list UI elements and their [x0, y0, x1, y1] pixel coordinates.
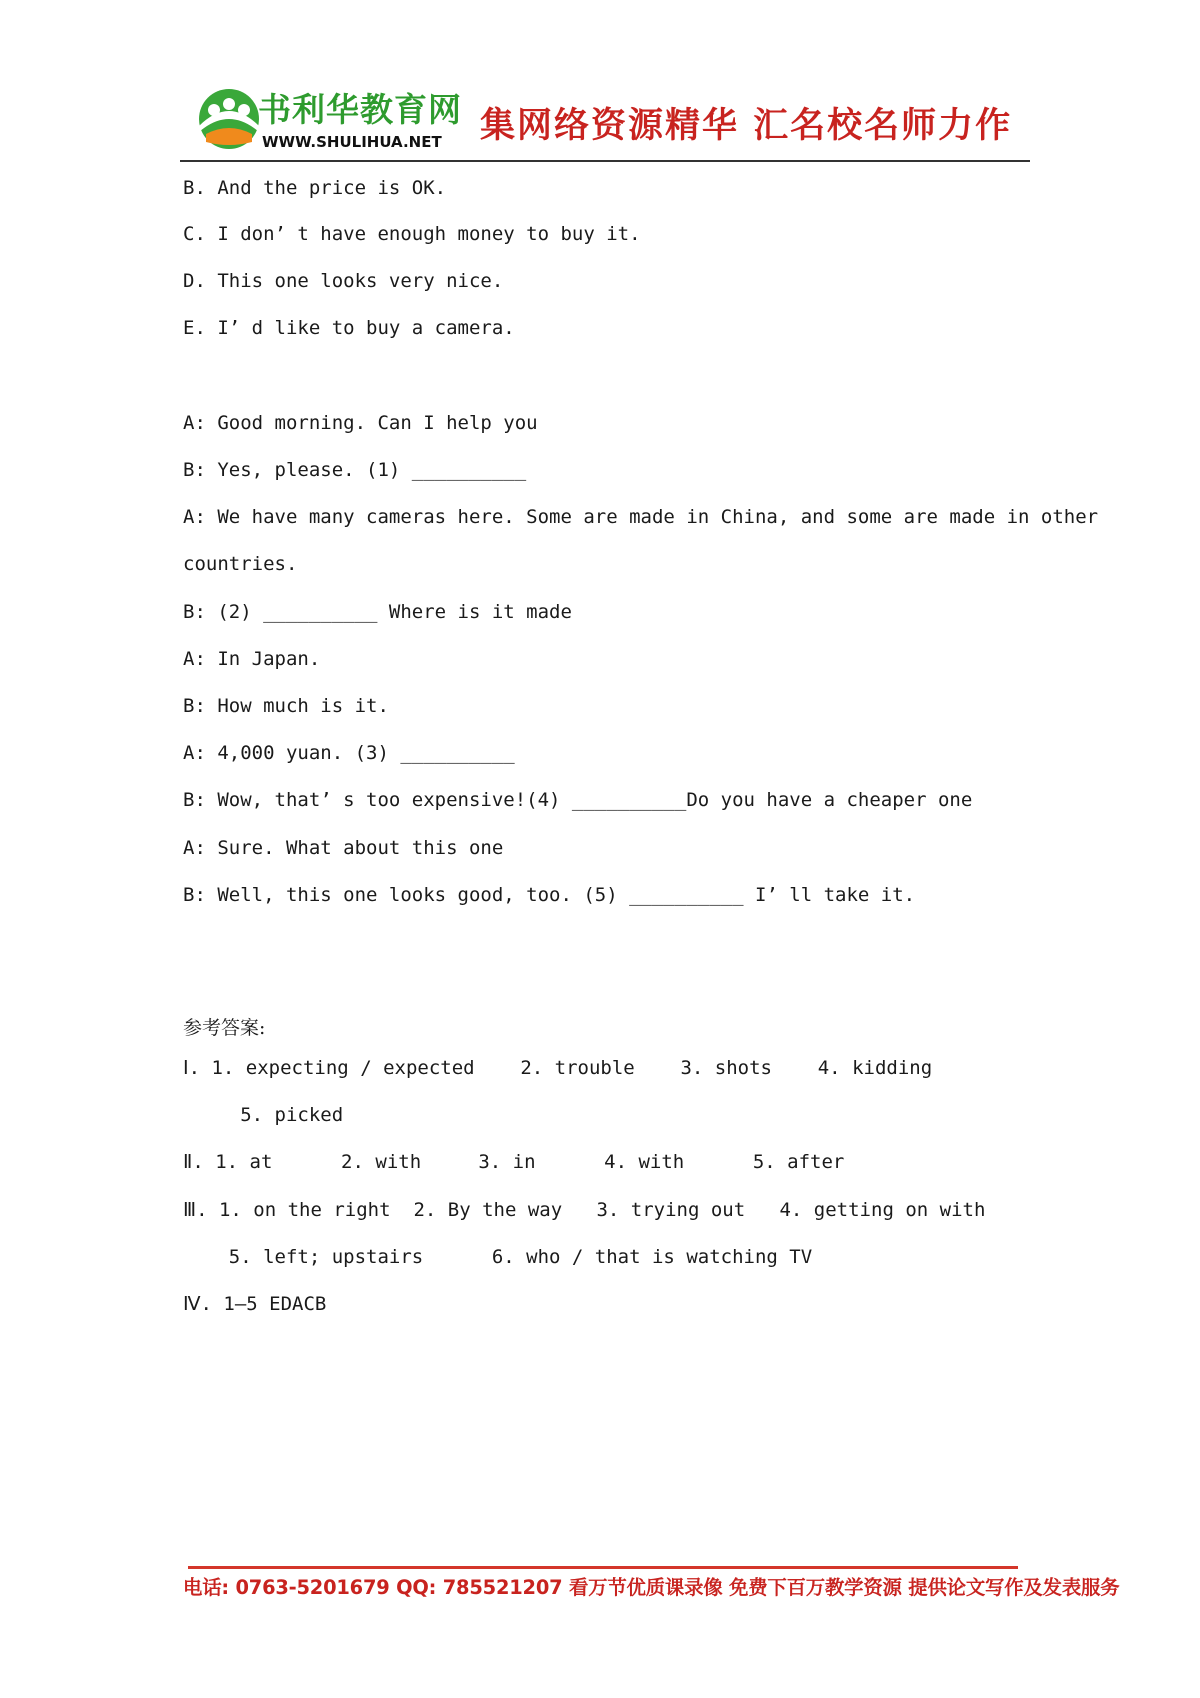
option-e: E. I’ d like to buy a camera.	[183, 317, 515, 339]
dialogue-line: A: In Japan.	[183, 648, 321, 670]
option-d: D. This one looks very nice.	[183, 270, 504, 292]
footer-contact: 电话: 0763-5201679 QQ: 785521207 看万节优质课录像 免费下百万教学资源 提供论文写作及发表服务	[183, 1576, 1120, 1599]
page-header	[180, 84, 1030, 162]
dialogue-line: B: How much is it.	[183, 695, 389, 717]
answer-line: Ⅱ. 1. at 2. with 3. in 4. with 5. after	[183, 1151, 845, 1173]
option-b: B. And the price is OK.	[183, 177, 447, 199]
brand-name-cn: 书利华教育网	[258, 90, 462, 129]
footer-divider	[188, 1566, 1018, 1569]
answer-line: Ⅲ. 1. on the right 2. By the way 3. trying out 4. getting on with	[183, 1199, 986, 1221]
dialogue-line: B: Wow, that’ s too expensive!(4) __________Do you have a cheaper one	[183, 789, 973, 811]
answer-line: Ⅳ. 1—5 EDACB	[183, 1293, 327, 1315]
answer-line: Ⅰ. 1. expecting / expected 2. trouble 3. shots 4. kidding	[183, 1057, 933, 1079]
option-c: C. I don’ t have enough money to buy it.	[183, 223, 641, 245]
brand-url: WWW.SHULIHUA.NET	[262, 133, 442, 151]
dialogue-line: B: Well, this one looks good, too. (5) __________ I’ ll take it.	[183, 884, 916, 906]
header-slogan: 集网络资源精华 汇名校名师力作	[480, 106, 1013, 146]
dialogue-line: countries.	[183, 553, 298, 575]
dialogue-line: A: Good morning. Can I help you	[183, 412, 538, 434]
dialogue-line: B: (2) __________ Where is it made	[183, 601, 572, 623]
dialogue-line: B: Yes, please. (1) __________	[183, 459, 527, 481]
dialogue-line: A: We have many cameras here. Some are made in China, and some are made in other	[183, 506, 1099, 528]
shulihua-logo-icon	[192, 86, 266, 152]
answer-line: 5. left; upstairs 6. who / that is watching TV	[183, 1246, 813, 1268]
dialogue-line: A: 4,000 yuan. (3) __________	[183, 742, 515, 764]
answer-line: 5. picked	[183, 1104, 344, 1126]
dialogue-line: A: Sure. What about this one	[183, 837, 504, 859]
answer-key-title: 参考答案:	[183, 1017, 266, 1039]
